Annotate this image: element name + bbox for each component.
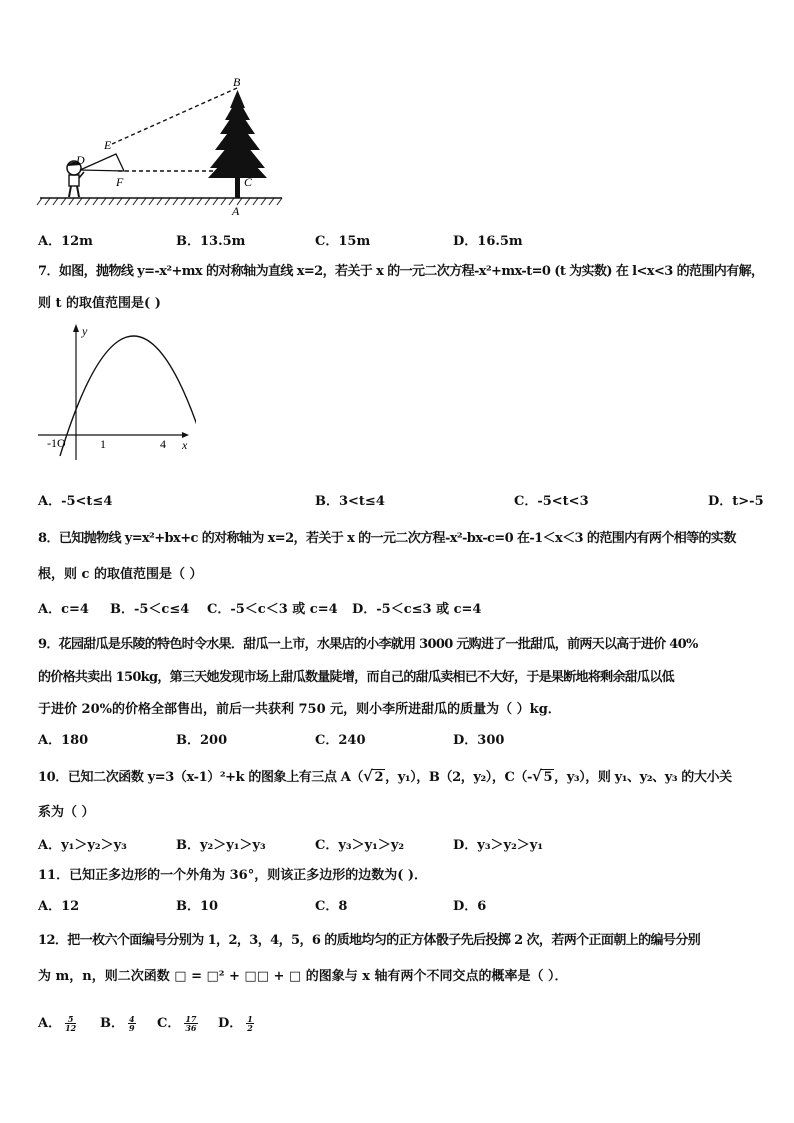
label-f: F bbox=[116, 175, 124, 189]
sqrt-5: 5 bbox=[543, 770, 553, 785]
q7-option-d[interactable]: D．t>-5 bbox=[708, 494, 764, 509]
q10-option-a[interactable]: A．y₁＞y₂＞y₃ bbox=[38, 838, 127, 853]
q7-stem-line1: 7．如图，抛物线 y=-x²+mx 的对称轴为直线 x=2，若关于 x 的一元二次方程-x²+mx-t=0 (t 为实数) 在 l<x<3 的范围内有解， bbox=[38, 264, 764, 279]
label-c: C bbox=[244, 175, 253, 189]
tree-icon bbox=[208, 90, 267, 178]
q8-stem-line1: 8．已知抛物线 y=x²+bx+c 的对称轴为 x=2，若关于 x 的一元二次方程-x²-bx-c=0 在-1＜x＜3 的范围内有两个相等的实数 bbox=[38, 531, 736, 546]
q10-stem-line1: 10．已知二次函数 y=3（x-1）²+k 的图象上有三点 A（√ 2 ，y₁），B（2，y₂），C（-√ 5 ，y₃），则 y₁、y₂、y₃ 的大小关 bbox=[38, 767, 732, 785]
q12-stem-line1: 12．把一枚六个面编号分别为 1，2，3，4，5，6 的质地均匀的正方体骰子先后投掷 2 次，若两个正面朝上的编号分别 bbox=[38, 933, 701, 948]
parabola-curve bbox=[60, 336, 196, 456]
tick-4-label: 4 bbox=[160, 437, 166, 451]
q8-option-a[interactable]: A．c=4 bbox=[38, 602, 89, 617]
q10-stem-post: ，y₃），则 y₁、y₂、y₃ 的大小关 bbox=[554, 770, 732, 785]
q7-stem-line2: 则 t 的取值范围是( ) bbox=[38, 296, 161, 311]
q7-option-b[interactable]: B．3<t≤4 bbox=[315, 494, 385, 509]
q11-option-a[interactable]: A．12 bbox=[38, 899, 80, 914]
tick-1-label: 1 bbox=[100, 437, 106, 451]
q9-option-c[interactable]: C．240 bbox=[315, 733, 366, 748]
q10-stem-line2: 系为（ ） bbox=[38, 805, 95, 820]
fraction-17-36: $\frac{17}{36}$ bbox=[185, 1014, 197, 1033]
axis-y-label: y bbox=[82, 324, 88, 338]
label-d: D bbox=[76, 153, 85, 167]
q12-option-d[interactable] bbox=[218, 1012, 254, 1032]
q7-option-c[interactable]: C．-5<t<3 bbox=[514, 494, 589, 509]
q6-option-b[interactable]: B．13.5m bbox=[176, 234, 246, 249]
q10-option-c[interactable]: C．y₃＞y₁＞y₂ bbox=[315, 838, 405, 853]
q12-option-a-label: A． bbox=[38, 1016, 62, 1031]
parabola-graph bbox=[36, 322, 196, 462]
q12-option-b-label: B． bbox=[100, 1016, 124, 1031]
q6-option-d[interactable]: D．16.5m bbox=[453, 234, 523, 249]
origin-label: -1O bbox=[47, 436, 66, 450]
q9-option-b[interactable]: B．200 bbox=[176, 733, 228, 748]
q9-stem-line1: 9．花园甜瓜是乐陵的特色时令水果．甜瓜一上市，水果店的小李就用 3000 元购进了一批甜瓜，前两天以高于进价 40% bbox=[38, 637, 698, 652]
label-a: A bbox=[232, 204, 240, 218]
q12-option-c[interactable] bbox=[157, 1012, 198, 1032]
tree-measurement-figure bbox=[36, 74, 286, 222]
q11-option-d[interactable]: D．6 bbox=[453, 899, 487, 914]
q8-stem-line2: 根，则 c 的取值范围是（ ） bbox=[38, 567, 203, 582]
q12-option-a[interactable] bbox=[38, 1012, 76, 1032]
q9-option-d[interactable]: D．300 bbox=[453, 733, 505, 748]
sqrt-2: 2 bbox=[374, 770, 384, 785]
q10-stem-mid: ，y₁），B（2，y₂），C（- bbox=[385, 770, 533, 785]
q9-stem-line2: 的价格共卖出 150kg，第三天她发现市场上甜瓜数量陡增，而自己的甜瓜卖相已不大好，于是果断地将剩余甜瓜以低 bbox=[38, 670, 674, 685]
q12-option-c-label: C． bbox=[157, 1016, 181, 1031]
q9-option-a[interactable]: A．180 bbox=[38, 733, 89, 748]
label-b: B bbox=[233, 75, 241, 89]
q11-option-b[interactable]: B．10 bbox=[176, 899, 219, 914]
label-e: E bbox=[104, 138, 112, 152]
fraction-1-2: $\frac{1}{2}$ bbox=[247, 1014, 253, 1033]
q12-option-d-label: D． bbox=[218, 1016, 243, 1031]
q12-option-b[interactable] bbox=[100, 1012, 136, 1032]
q7-option-a[interactable]: A．-5<t≤4 bbox=[38, 494, 113, 509]
q10-option-d[interactable]: D．y₃＞y₂＞y₁ bbox=[453, 838, 544, 853]
q9-stem-line3: 于进价 20%的价格全部售出，前后一共获利 750 元，则小李所进甜瓜的质量为（ ）kg． bbox=[38, 702, 561, 717]
fraction-4-9: $\frac{4}{9}$ bbox=[129, 1014, 135, 1033]
q8-option-d[interactable]: D．-5＜c≤3 或 c=4 bbox=[352, 602, 482, 617]
q6-option-c[interactable]: C．15m bbox=[315, 234, 371, 249]
q11-stem: 11．已知正多边形的一个外角为 36°，则该正多边形的边数为( )． bbox=[38, 868, 428, 883]
axis-x-label: x bbox=[182, 438, 188, 452]
q12-stem-line2: 为 m，n，则二次函数 □ = □² + □□ + □ 的图象与 x 轴有两个不同交点的概率是（ ）． bbox=[38, 969, 568, 984]
q10-option-b[interactable]: B．y₂＞y₁＞y₃ bbox=[176, 838, 266, 853]
q10-stem-pre: 10．已知二次函数 y=3（x-1）²+k 的图象上有三点 A（ bbox=[38, 770, 364, 785]
q8-option-b[interactable]: B．-5＜c≤4 bbox=[110, 602, 190, 617]
q8-option-c[interactable]: C．-5＜c＜3 或 c=4 bbox=[207, 602, 338, 617]
q6-option-a[interactable]: A．12m bbox=[38, 234, 93, 249]
fraction-5-12: $\frac{5}{12}$ bbox=[65, 1014, 77, 1033]
q11-option-c[interactable]: C．8 bbox=[315, 899, 348, 914]
